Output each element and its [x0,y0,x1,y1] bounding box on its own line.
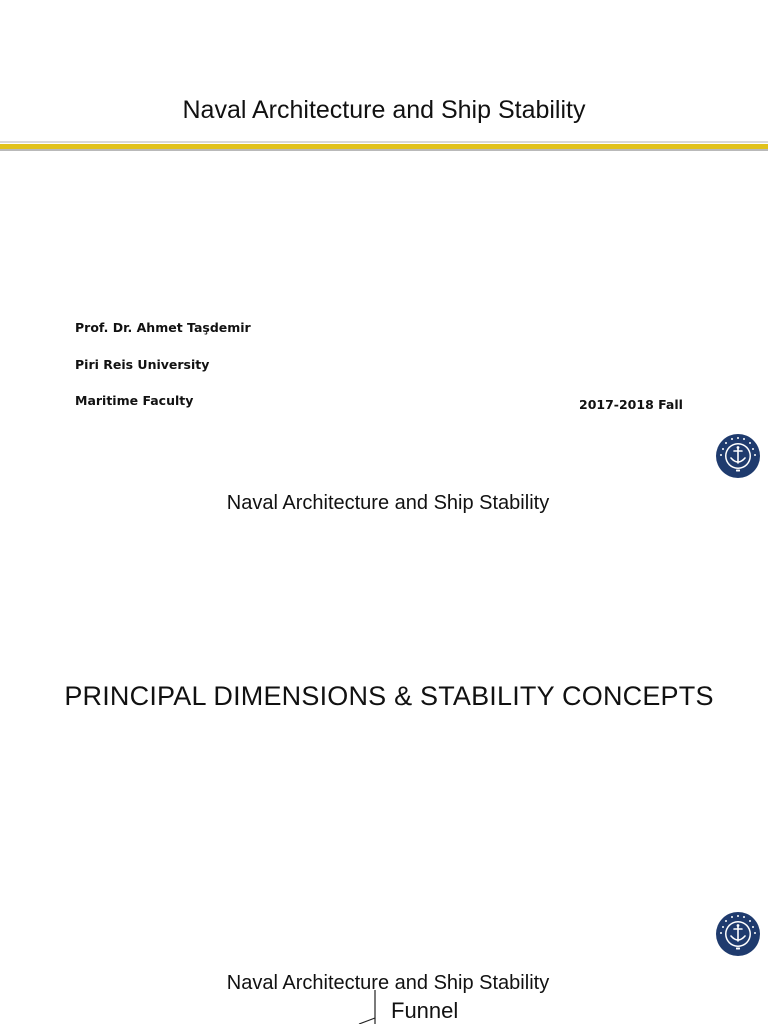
faculty-name: Maritime Faculty [75,393,194,408]
slide2-heading: PRINCIPAL DIMENSIONS & STABILITY CONCEPTS [64,681,714,711]
author-name: Prof. Dr. Ahmet Taşdemir [75,320,251,335]
slide3-title: Naval Architecture and Ship Stability [226,972,550,994]
term-label: 2017-2018 Fall [579,397,683,412]
slide1-title: Naval Architecture and Ship Stability [182,96,586,124]
funnel-label: Funnel [391,998,459,1023]
university-logo-seal-icon [715,433,761,479]
slide2-title: Naval Architecture and Ship Stability [226,492,550,514]
title-rule-divider [0,141,768,153]
university-logo-seal-icon [715,911,761,957]
university-name: Piri Reis University [75,357,210,372]
funnel-callout-line [355,988,395,1024]
